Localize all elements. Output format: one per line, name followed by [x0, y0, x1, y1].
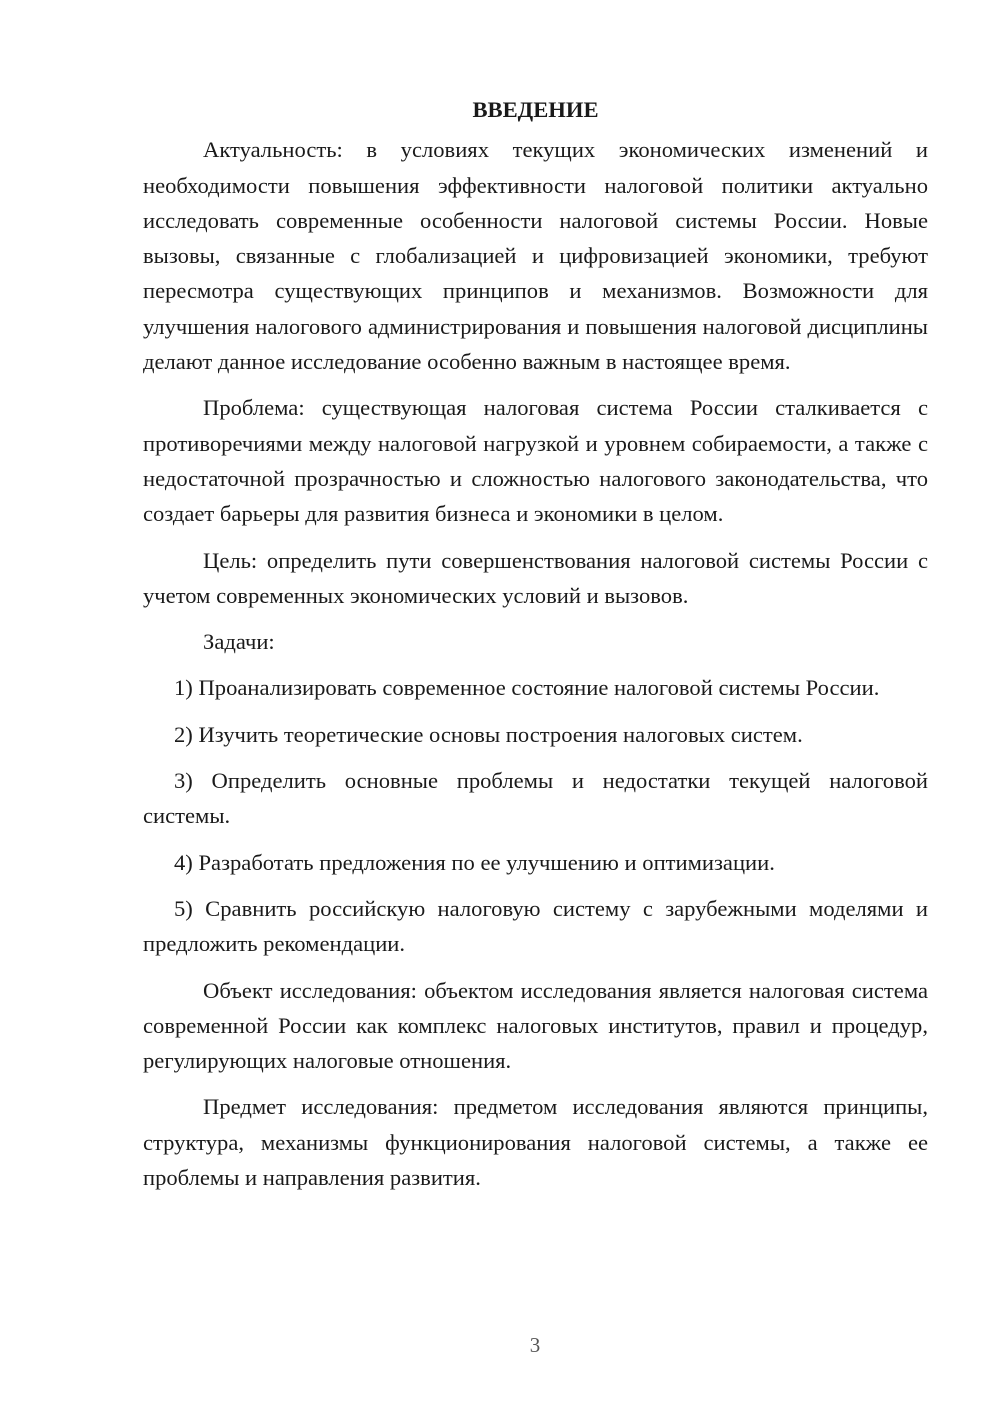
task-item-1: 1) Проанализировать современное состояние налоговой системы России.: [174, 675, 880, 701]
tasks-heading: Задачи:: [203, 629, 275, 655]
page-content: [143, 92, 928, 1206]
task-item-2: 2) Изучить теоретические основы построения налоговых систем.: [174, 721, 803, 747]
paragraph-relevance: Актуальность: в условиях текущих экономических изменений и необходимости повышения эффективности налоговой политики актуально исследовать современные особенности налоговой системы России. Новые вызовы, связанные с глобализацией и цифровизацией экономики, требуют пересмотра существующих принципов и механизмов. Возможности для улучшения налогового администрирования и повышения налоговой дисциплины делают данное исследование особенно важным в настоящее время.: [143, 137, 928, 375]
task-item-4: 4) Разработать предложения по ее улучшению и оптимизации.: [174, 849, 775, 875]
paragraph-object: Объект исследования: объектом исследования является налоговая система современной России как комплекс налоговых институтов, правил и процедур, регулирующих налоговые отношения.: [143, 977, 928, 1074]
page-title: ВВЕДЕНИЕ: [472, 97, 599, 122]
paragraph-problem: Проблема: существующая налоговая система России сталкивается с противоречиями между налоговой нагрузкой и уровнем собираемости, а также с недостаточной прозрачностью и сложностью налогового законодательства, что создает барьеры для развития бизнеса и экономики в целом.: [143, 395, 928, 527]
task-item-5: 5) Сравнить российскую налоговую систему с зарубежными моделями и предложить рекомендации.: [143, 895, 928, 957]
paragraph-goal: Цель: определить пути совершенствования налоговой системы России с учетом современных экономических условий и вызовов.: [143, 547, 928, 608]
page-number: 3: [529, 1333, 541, 1357]
task-item-3: 3) Определить основные проблемы и недостатки текущей налоговой системы.: [143, 768, 928, 829]
paragraph-subject: Предмет исследования: предметом исследования являются принципы, структура, механизмы функционирования налоговой системы, а также ее проблемы и направления развития.: [143, 1094, 928, 1191]
